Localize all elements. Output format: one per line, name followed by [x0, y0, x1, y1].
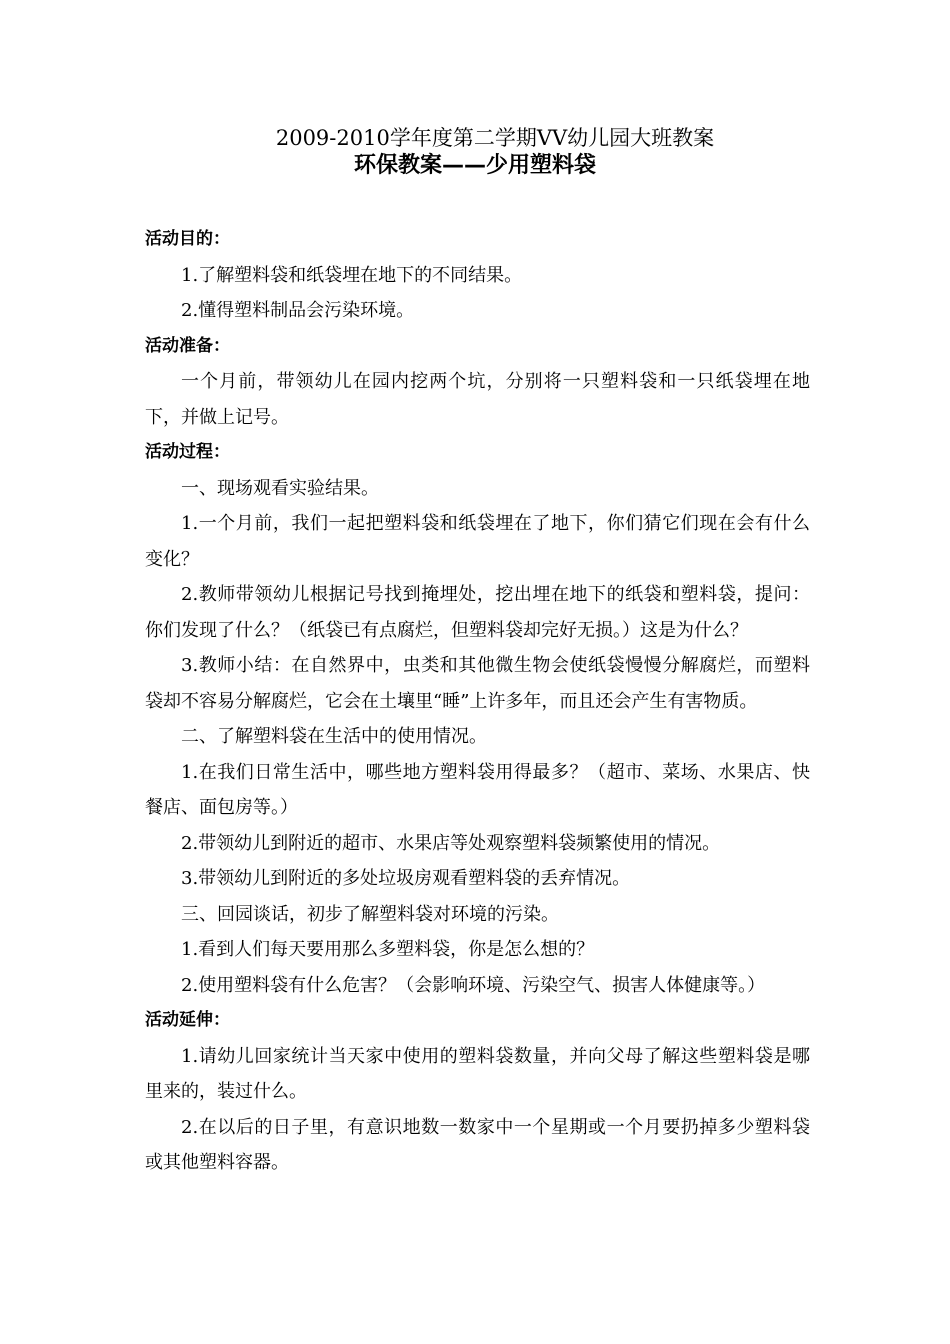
paragraph: 一个月前，带领幼儿在园内挖两个坑，分别将一只塑料袋和一只纸袋埋在地下，并做上记号。 [145, 371, 810, 428]
paragraph: 2.使用塑料袋有什么危害？（会影响环境、污染空气、损害人体健康等。） [181, 974, 766, 996]
paragraph: 二、了解塑料袋在生活中的使用情况。 [181, 726, 487, 747]
paragraph: 1.了解塑料袋和纸袋埋在地下的不同结果。 [181, 264, 523, 286]
paragraph: 2.教师带领幼儿根据记号找到掩埋处，挖出埋在地下的纸袋和塑料袋，提问：你们发现了什么？（纸袋已有点腐烂，但塑料袋却完好无损。）这是为什么？ [145, 584, 810, 641]
section-heading-process: 活动过程： [145, 442, 230, 462]
lesson-title: 环保教案——少用塑料袋 [353, 153, 596, 178]
paragraph: 2.懂得塑料制品会污染环境。 [181, 300, 415, 321]
paragraph: 一、现场观看实验结果。 [181, 477, 379, 499]
paragraph: 3.带领幼儿到附近的多处垃圾房观看塑料袋的丢弃情况。 [181, 868, 631, 889]
section-heading-preparation: 活动准备： [145, 335, 230, 356]
paragraph: 1.在我们日常生活中，哪些地方塑料袋用得最多？（超市、菜场、水果店、快餐店、面包房等。） [145, 761, 810, 818]
paragraph: 1.请幼儿回家统计当天家中使用的塑料袋数量，并向父母了解这些塑料袋是哪里来的，装过什么。 [145, 1045, 810, 1102]
paragraph: 2.带领幼儿到附近的超市、水果店等处观察塑料袋频繁使用的情况。 [181, 832, 721, 854]
paragraph: 三、回园谈话，初步了解塑料袋对环境的污染。 [181, 903, 559, 925]
document-body [145, 222, 810, 1181]
section-heading-extension: 活动延伸： [145, 1010, 230, 1030]
section-heading-goals: 活动目的： [145, 229, 230, 249]
paragraph: 1.一个月前，我们一起把塑料袋和纸袋埋在了地下，你们猜它们现在会有什么变化？ [145, 513, 810, 570]
paragraph: 3.教师小结：在自然界中，虫类和其他微生物会使纸袋慢慢分解腐烂，而塑料袋却不容易分解腐烂，它会在土壤里“睡”上许多年，而且还会产生有害物质。 [145, 655, 810, 712]
paragraph: 1.看到人们每天要用那么多塑料袋，你是怎么想的？ [181, 939, 595, 960]
document-title: 2009-2010学年度第二学期VV幼儿园大班教案 [275, 126, 715, 150]
paragraph: 2.在以后的日子里，有意识地数一数家中一个星期或一个月要扔掉多少塑料袋或其他塑料容器。 [145, 1116, 810, 1173]
